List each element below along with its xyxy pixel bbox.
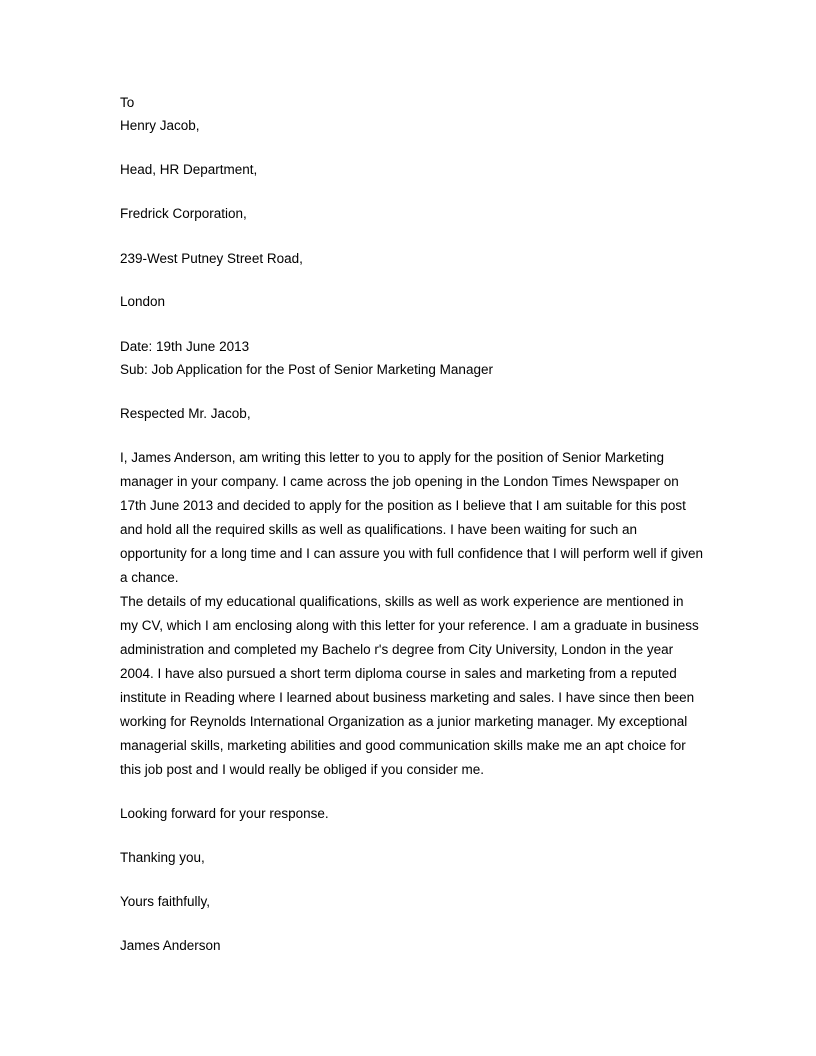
body-line: The details of my educational qualifications, skills as well as work experience are mentioned in bbox=[120, 594, 684, 609]
recipient-title: Head, HR Department, bbox=[120, 162, 258, 177]
letter-salutation: Respected Mr. Jacob, bbox=[120, 406, 251, 421]
recipient-name: Henry Jacob, bbox=[120, 118, 200, 133]
body-line: 2004. I have also pursued a short term diploma course in sales and marketing from a reputed bbox=[120, 666, 677, 681]
body-line: 17th June 2013 and decided to apply for the position as I believe that I am suitable for this post bbox=[120, 498, 686, 513]
recipient-city: London bbox=[120, 294, 166, 309]
body-line: opportunity for a long time and I can assure you with full confidence that I will perform well if given bbox=[120, 546, 704, 561]
body-line: a chance. bbox=[120, 570, 179, 585]
letter-body bbox=[120, 450, 704, 786]
signature-name: James Anderson bbox=[120, 938, 221, 953]
body-line: I, James Anderson, am writing this letter to you to apply for the position of Senior Marketing bbox=[120, 450, 665, 465]
body-line: administration and completed my Bachelo r's degree from City University, London in the year bbox=[120, 642, 674, 657]
body-line: and hold all the required skills as well as qualifications. I have been waiting for such an bbox=[120, 522, 638, 537]
letter-subject: Sub: Job Application for the Post of Senior Marketing Manager bbox=[120, 362, 493, 377]
sign-off: Yours faithfully, bbox=[120, 894, 211, 909]
thanks-line: Thanking you, bbox=[120, 850, 205, 865]
recipient-to: To bbox=[120, 95, 135, 110]
body-line: institute in Reading where I learned about business marketing and sales. I have since then been bbox=[120, 690, 695, 705]
body-line: this job post and I would really be obliged if you consider me. bbox=[120, 762, 484, 777]
recipient-company: Fredrick Corporation, bbox=[120, 206, 247, 221]
body-line: manager in your company. I came across the job opening in the London Times Newspaper on bbox=[120, 474, 679, 489]
body-line: working for Reynolds International Organization as a junior marketing manager. My exceptional bbox=[120, 714, 688, 729]
recipient-street: 239-West Putney Street Road, bbox=[120, 251, 303, 266]
body-line: managerial skills, marketing abilities and good communication skills make me an apt choice for bbox=[120, 738, 686, 753]
closing-line: Looking forward for your response. bbox=[120, 806, 329, 821]
body-line: my CV, which I am enclosing along with this letter for your reference. I am a graduate in business bbox=[120, 618, 699, 633]
letter-date: Date: 19th June 2013 bbox=[120, 339, 250, 354]
